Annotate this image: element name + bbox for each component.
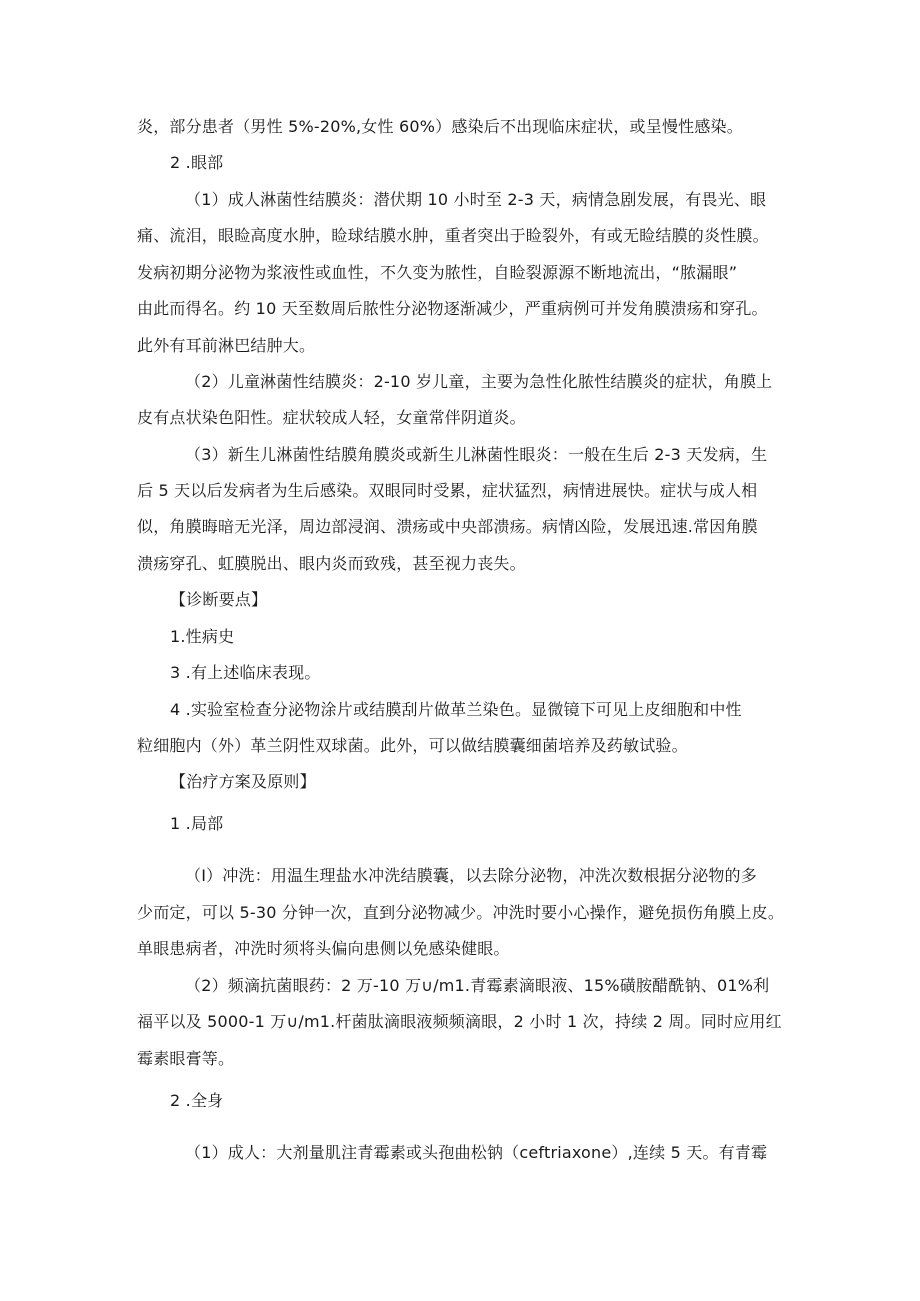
text-line: 霉素眼膏等。 — [137, 1049, 235, 1068]
text-line: 由此而得名。约 10 天至数周后脓性分泌物逐渐减少，严重病例可并发角膜溃疡和穿孔。 — [137, 299, 768, 318]
text-line: （3）新生儿淋菌性结膜角膜炎或新生儿淋菌性眼炎：一般在生后 2-3 天发病，生 — [185, 445, 768, 464]
text-line: （1）成人：大剂量肌注青霉素或头孢曲松钠（ceftriaxone）,连续 5 天。有青霉 — [185, 1143, 768, 1162]
text-line: （1）成人淋菌性结膜炎：潜伏期 10 小时至 2-3 天，病情急剧发展，有畏光、眼 — [185, 190, 767, 209]
text-line: 溃疡穿孔、虹膜脱出、眼内炎而致残，甚至视力丧失。 — [137, 554, 526, 573]
text-line: 皮有点状染色阳性。症状较成人轻，女童常伴阴道炎。 — [137, 408, 526, 427]
text-line: 少而定，可以 5-30 分钟一次，直到分泌物减少。冲洗时要小心操作，避免损伤角膜上皮。 — [137, 903, 785, 922]
list-item: 1.性病史 — [170, 627, 235, 646]
section-heading-treatment: 【治疗方案及原则】 — [170, 772, 316, 791]
text-line: 福平以及 5000-1 万∪∕m1.杆菌肽滴眼液频频滴眼，2 小时 1 次，持续 2 周。同时应用红 — [137, 1012, 782, 1031]
section-heading-eye: 2 .眼部 — [170, 153, 224, 172]
text-line: 似，角膜晦暗无光泽，周边部浸润、溃疡或中央部溃疡。病情凶险，发展迅速.常因角膜 — [137, 517, 758, 536]
text-line: 后 5 天以后发病者为生后感染。双眼同时受累，症状猛烈，病情进展快。症状与成人相 — [137, 481, 758, 500]
text-line: 单眼患病者，冲洗时须将头偏向患侧以免感染健眼。 — [137, 939, 510, 958]
text-line: 粒细胞内（外）革兰阴性双球菌。此外，可以做结膜囊细菌培养及药敏试验。 — [137, 736, 688, 755]
text-line: 痛、流泪，眼睑高度水肿，睑球结膜水肿，重者突出于睑裂外，有或无睑结膜的炎性膜。 — [137, 226, 769, 245]
subsection-heading-local: 1 .局部 — [170, 814, 224, 833]
subsection-heading-systemic: 2 .全身 — [170, 1091, 224, 1110]
text-line: 此外有耳前淋巴结肿大。 — [137, 336, 316, 355]
text-line: 炎，部分患者（男性 5%-20%,女性 60%）感染后不出现临床症状，或呈慢性感染。 — [137, 117, 743, 136]
text-line: 发病初期分泌物为浆液性或血性，不久变为脓性，自睑裂源源不断地流出，“脓漏眼” — [137, 263, 738, 282]
text-line: （2）频滴抗菌眼药：2 万-10 万∪∕m1.青霉素滴眼液、15%磺胺醋酰钠、01%利 — [185, 976, 770, 995]
text-line: （I）冲洗：用温生理盐水冲洗结膜囊，以去除分泌物，冲洗次数根据分泌物的多 — [185, 866, 757, 885]
list-item: 3 .有上述临床表现。 — [170, 663, 321, 682]
section-heading-diagnosis: 【诊断要点】 — [170, 590, 268, 609]
list-item: 4 .实验室检查分泌物涂片或结膜刮片做革兰染色。显微镜下可见上皮细胞和中性 — [170, 700, 742, 719]
text-line: （2）儿童淋菌性结膜炎：2-10 岁儿童，主要为急性化脓性结膜炎的症状，角膜上 — [185, 372, 773, 391]
